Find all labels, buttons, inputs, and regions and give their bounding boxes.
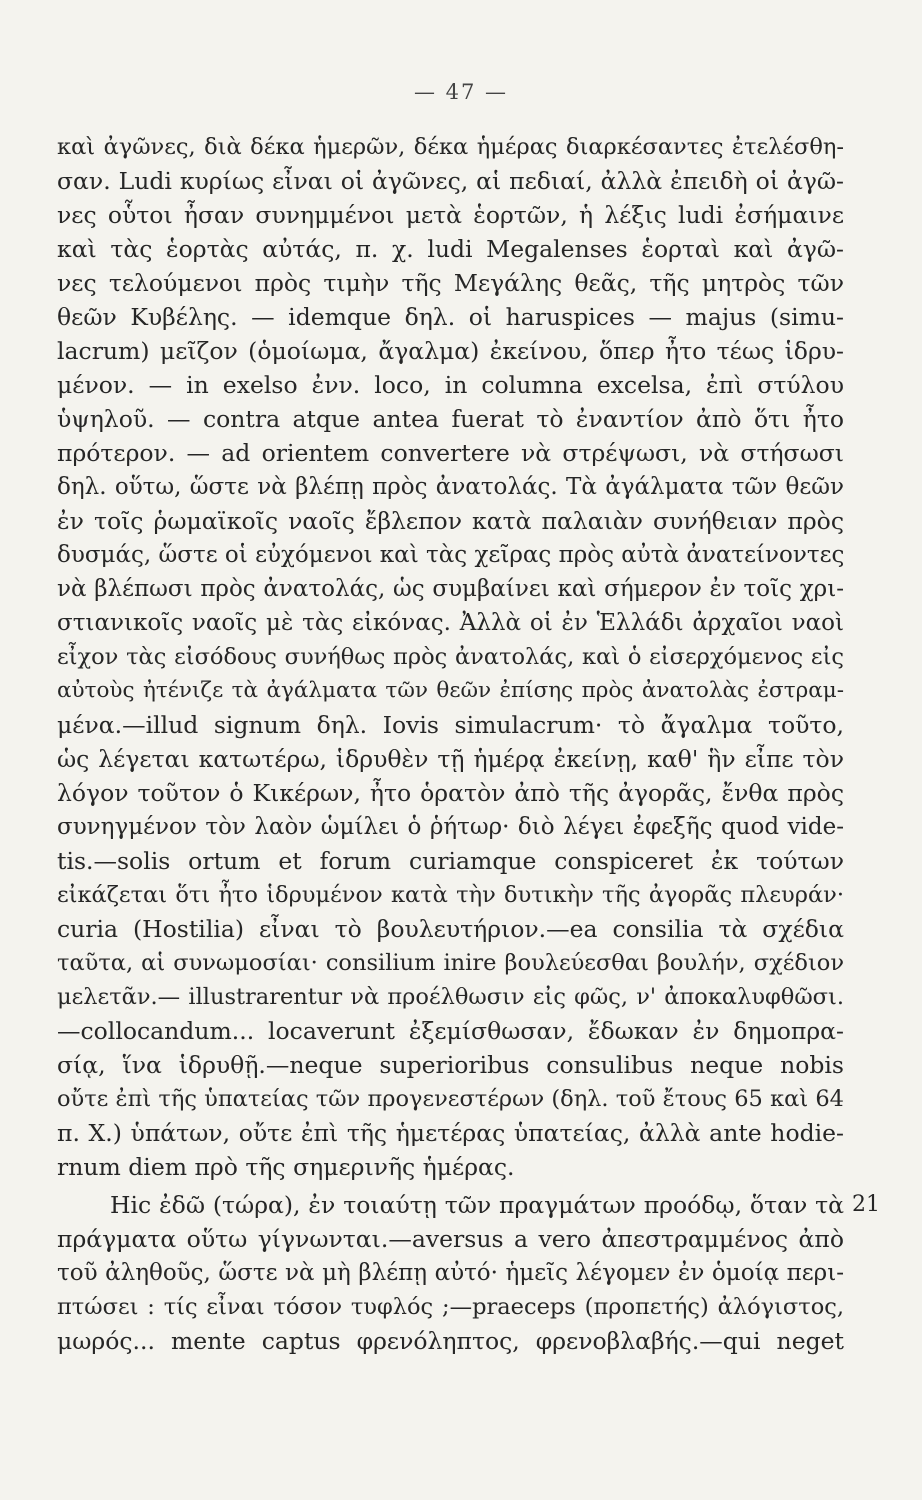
text-line: νες οὗτοι ἦσαν συνημμένοι μετὰ ἑορτῶν, ἡ λέξις ludi ἐσήμαινε [57,201,844,229]
text-line: καὶ τὰς ἑορτὰς αὐτάς, π. χ. ludi Megalenses ἑορταὶ καὶ ἀγῶ- [57,235,844,263]
text-line: αὐτοὺς ἠτένιζε τὰ ἀγάλματα τῶν θεῶν ἐπίσης πρὸς ἀνατολὰς ἐστραμ- [57,678,844,703]
text-line: rnum diem πρὸ τῆς σημερινῆς ἡμέρας. [57,1153,515,1181]
text-line: τοῦ ἀληθοῦς, ὥστε νὰ μὴ βλέπῃ αὐτό· ἡμεῖς λέγομεν ἐν ὁμοίᾳ περι- [57,1260,844,1286]
text-line: πράγματα οὕτω γίγνωνται.—aversus a vero ἀπεστραμμένος ἀπὸ [57,1225,844,1253]
text-line: lacrum) μεῖζον (ὁμοίωμα, ἄγαλμα) ἐκείνου, ὅπερ ἦτο τέως ἱδρυ- [57,337,844,365]
text-line: εἰκάζεται ὅτι ἦτο ἱδρυμένον κατὰ τὴν δυτικὴν τῆς ἀγορᾶς πλευράν· [57,882,844,908]
text-line: curia (Hostilia) εἶναι τὸ βουλευτήριον.—ea consilia τὰ σχέδια [57,915,844,943]
text-line: ταῦτα, αἱ συνωμοσίαι· consilium inire βουλεύεσθαι βουλήν, σχέδιον [57,950,844,976]
text-line: εἶχον τὰς εἰσόδους συνήθως πρὸς ἀνατολάς, καὶ ὁ εἰσερχόμενος εἰς [57,644,844,670]
text-line: Hic ἐδῶ (τώρα), ἐν τοιαύτῃ τῶν πραγμάτων προόδῳ, ὅταν τὰ [110,1191,844,1219]
text-line: δυσμάς, ὥστε οἱ εὐχόμενοι καὶ τὰς χεῖρας πρὸς αὐτὰ ἀνατείνοντες [57,542,845,568]
margin-section-number: 21 [852,1192,880,1217]
text-line: πρότερον. — ad orientem convertere νὰ στρέψωσι, νὰ στήσωσι [57,439,844,467]
text-line: —collocandum... locaverunt ἐξεμίσθωσαν, ἔδωκαν ἐν δημοπρα- [57,1017,844,1045]
page-number: — 47 — [413,80,509,104]
text-line: μένον. — in exelso ἐνν. loco, in columna excelsa, ἐπὶ στύλου [57,371,844,399]
text-line: σίᾳ, ἵνα ἱδρυθῇ.—neque superioribus consulibus neque nobis [57,1051,844,1079]
text-line: συνηγμένον τὸν λαὸν ὡμίλει ὁ ῥήτωρ· διὸ λέγει ἐφεξῆς quod vide- [57,814,844,840]
text-line: ἐν τοῖς ῥωμαϊκοῖς ναοῖς ἔβλεπον κατὰ παλαιὰν συνήθειαν πρὸς [57,507,844,535]
text-line: θεῶν Κυβέλης. — idemque δηλ. οἱ haruspices — majus (simu- [57,303,844,331]
text-line: ὡς λέγεται κατωτέρω, ἱδρυθὲν τῇ ἡμέρᾳ ἐκείνῃ, καθ' ἣν εἶπε τὸν [57,745,844,773]
text-line: λόγον τοῦτον ὁ Κικέρων, ἦτο ὁρατὸν ἀπὸ τῆς ἀγορᾶς, ἔνθα πρὸς [57,779,844,807]
text-line: οὔτε ἐπὶ τῆς ὑπατείας τῶν προγενεστέρων (δηλ. τοῦ ἔτους 65 καὶ 64 [57,1086,844,1112]
text-line: νὰ βλέπωσι πρὸς ἀνατολάς, ὡς συμβαίνει καὶ σήμερον ἐν τοῖς χρι- [57,576,844,602]
text-line: στιανικοῖς ναοῖς μὲ τὰς εἰκόνας. Ἀλλὰ οἱ ἐν Ἑλλάδι ἀρχαῖοι ναοὶ [57,610,844,636]
text-line: π. Χ.) ὑπάτων, οὔτε ἐπὶ τῆς ἡμετέρας ὑπατείας, ἀλλὰ ante hodie- [57,1119,844,1147]
text-line: σαν. Ludi κυρίως εἶναι οἱ ἀγῶνες, αἱ πεδιαί, ἀλλὰ ἐπειδὴ οἱ ἀγῶ- [57,167,844,195]
text-line: μένα.—illud signum δηλ. Iovis simulacrum· τὸ ἄγαλμα τοῦτο, [57,711,844,739]
text-line: μελετᾶν.— illustrarentur νὰ προέλθωσιν εἰς φῶς, ν' ἀποκαλυφθῶσι. [57,984,844,1010]
text-line: δηλ. οὕτω, ὥστε νὰ βλέπῃ πρὸς ἀνατολάς. Τὰ ἀγάλματα τῶν θεῶν [57,474,844,500]
text-line: ὑψηλοῦ. — contra atque antea fuerat τὸ ἐναντίον ἀπὸ ὅτι ἦτο [57,405,844,433]
text-line: καὶ ἀγῶνες, διὰ δέκα ἡμερῶν, δέκα ἡμέρας διαρκέσαντες ἐτελέσθη- [57,134,844,160]
text-line: tis.—solis ortum et forum curiamque conspiceret ἐκ τούτων [57,847,844,875]
text-line: μωρός... mente captus φρενόληπτος, φρενοβλαβής.—qui neget [57,1327,844,1355]
text-line: νες τελούμενοι πρὸς τιμὴν τῆς Μεγάλης θεᾶς, τῆς μητρὸς τῶν [57,269,844,297]
text-line: πτώσει : τίς εἶναι τόσον τυφλός ;—praeceps (προπετής) ἀλόγιστος, [57,1294,844,1320]
